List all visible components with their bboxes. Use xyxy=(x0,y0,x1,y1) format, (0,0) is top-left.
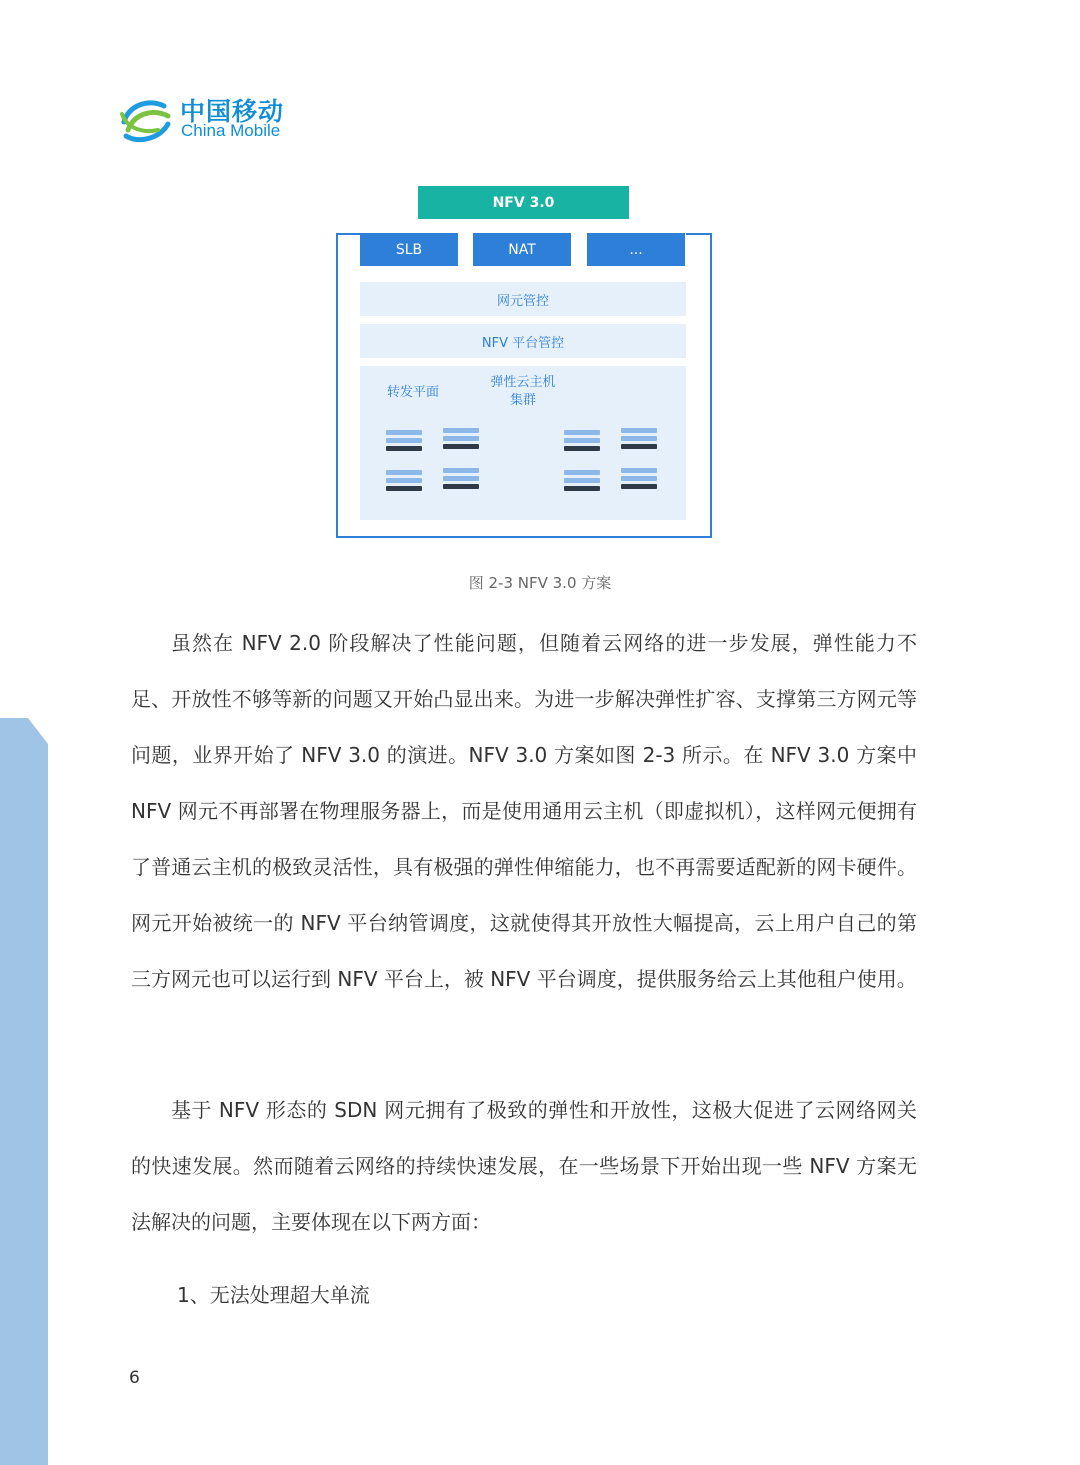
server-icon xyxy=(443,428,479,452)
server-icon xyxy=(621,468,657,492)
figure-caption: 图 2-3 NFV 3.0 方案 xyxy=(468,574,612,592)
nat-box: NAT xyxy=(473,233,571,266)
side-tab-decoration xyxy=(0,718,48,1465)
nfv-platform-band: NFV 平台管控 xyxy=(360,324,686,358)
ne-management-band: 网元管控 xyxy=(360,282,686,316)
server-icon xyxy=(564,430,600,454)
list-item: 1、无法处理超大单流 xyxy=(177,1283,370,1307)
server-icon xyxy=(386,430,422,454)
server-icon xyxy=(386,470,422,494)
frame-top-segment xyxy=(336,233,360,235)
server-icon xyxy=(443,468,479,492)
elastic-cluster-label: 弹性云主机 集群 xyxy=(490,375,556,408)
brand-name-cn: 中国移动 xyxy=(180,97,285,126)
body-paragraph: 虽然在 NFV 2.0 阶段解决了性能问题，但随着云网络的进一步发展，弹性能力不足、开放性不够等新的问题又开始凸显出来。为进一步解决弹性扩容、支撑第三方网元等问题，业界开始了 NFV 3.0 的演进。NFV 3.0 方案如图 2-3 所示。在 NFV 3.0 方案中 NFV 网元不再部署在物理服务器上，而是使用通用云主机（即虚拟机），这样网元便拥有了普通云主机的极致灵活性，具有极强的弹性伸缩能力，也不再需要适配新的网卡硬件。网元开始被统一的 NFV 平台纳管调度，这就使得其开放性大幅提高，云上用户自己的第三方网元也可以运行到 NFV 平台上，被 NFV 平台调度，提供服务给云上其他租户使用。 xyxy=(131,631,917,991)
china-mobile-logo-icon xyxy=(118,92,174,148)
diagram-title: NFV 3.0 xyxy=(418,186,629,219)
slb-box: SLB xyxy=(360,233,458,266)
brand-name-en: China Mobile xyxy=(181,121,281,140)
page-number: 6 xyxy=(129,1368,140,1388)
server-icon xyxy=(564,470,600,494)
nfv-diagram xyxy=(336,186,712,540)
more-box: ... xyxy=(587,233,685,266)
china-mobile-logo xyxy=(118,92,308,148)
server-icon xyxy=(621,428,657,452)
forwarding-plane-label: 转发平面 xyxy=(386,385,439,400)
body-paragraph: 基于 NFV 形态的 SDN 网元拥有了极致的弹性和开放性，这极大促进了云网络网关的快速发展。然而随着云网络的持续快速发展，在一些场景下开始出现一些 NFV 方案无法解决的问题，主要体现在以下两方面： xyxy=(131,1098,917,1234)
frame-top-segment xyxy=(686,233,712,235)
cluster-area xyxy=(360,366,686,520)
